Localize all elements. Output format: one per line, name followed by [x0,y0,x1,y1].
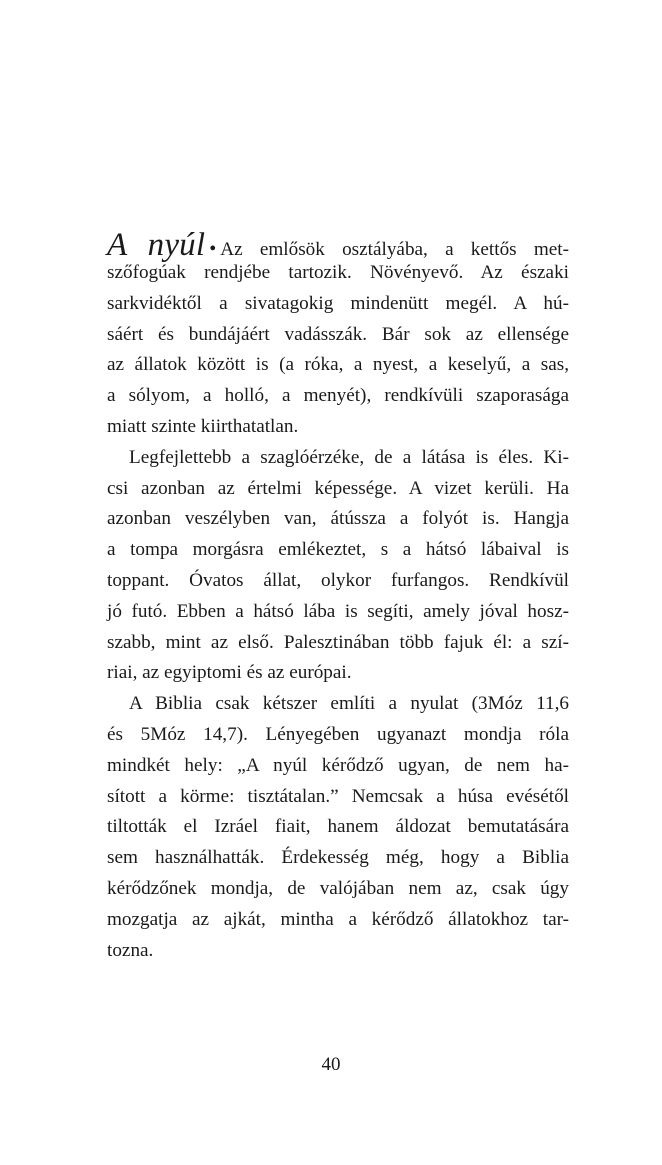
entry-heading: A nyúl [107,227,206,263]
text-line: sarkvidéktől a sivatagokig mindenütt megél. A hú- [107,292,569,314]
text-line: kérődzőnek mondja, de valójában nem az, csak úgy [107,877,569,899]
page-number: 40 [321,1054,341,1075]
text-line: toppant. Óvatos állat, olykor furfangos. Rendkívül [107,569,569,591]
text-line: és 5Móz 14,7). Lényegében ugyanazt mondja róla [107,723,569,745]
text-line: sem használhatták. Érdekesség még, hogy a Biblia [107,847,569,869]
text-line: miatt szinte kiirthatatlan. [107,415,299,437]
text-line: a sólyom, a holló, a menyét), rendkívüli szaporasága [107,385,569,407]
text-line: riai, az egyiptomi és az európai. [107,662,352,684]
text-line: mindkét hely: „A nyúl kérődző ugyan, de nem ha- [107,754,569,776]
text-line: tozna. [107,939,154,961]
text-line: mozgatja az ajkát, mintha a kérődző állatokhoz tar- [107,908,569,930]
text-line: szabb, mint az első. Palesztinában több fajuk él: a szí- [107,631,569,653]
text-line: jó futó. Ebben a hátsó lába is segíti, amely jóval hosz- [107,600,569,622]
text-line: azonban veszélyben van, átússza a folyót is. Hangja [107,508,569,530]
text-line: sáért és bundájáért vadásszák. Bár sok az ellensége [107,323,569,345]
text-line: csi azonban az értelmi képessége. A vizet kerüli. Ha [107,477,569,499]
line-text: Az emlősök osztályába, a kettős met- [220,239,569,260]
text-line: az állatok között is (a róka, a nyest, a keselyű, a sas, [107,354,569,376]
article-body [107,226,569,966]
paragraph-1 [107,226,569,443]
text-line: Legfejlettebb a szaglóérzéke, de a látása is éles. Ki- [129,446,569,468]
text-line: szőfogúak rendjébe tartozik. Növényevő. Az északi [107,262,569,283]
paragraph-2 [107,443,569,689]
text-line: sított a körme: tisztátalan.” Nemcsak a húsa evésétől [107,785,569,807]
text-line: A Biblia csak kétszer említi a nyulat (3Móz 11,6 [129,693,569,715]
text-line: a tompa morgásra emlékeztet, s a hátsó lábaival is [107,539,569,561]
paragraph-3 [107,689,569,966]
text-line: tiltották el Izráel fiait, hanem áldozat bemutatására [107,816,569,838]
bullet-separator: • [209,238,217,260]
